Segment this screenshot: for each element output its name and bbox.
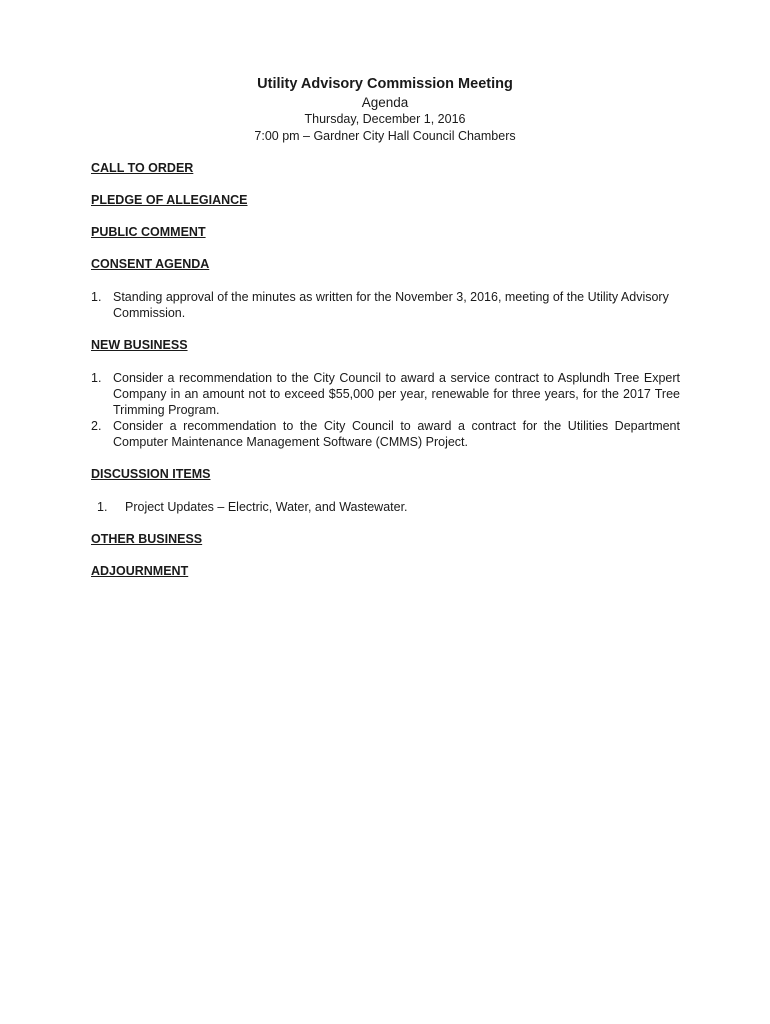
section-adjournment: ADJOURNMENT [91, 564, 189, 578]
consent-list [91, 289, 680, 321]
discussion-list [91, 499, 680, 515]
section-consent-agenda: CONSENT AGENDA [91, 257, 210, 271]
section-call-to-order: CALL TO ORDER [91, 161, 194, 175]
list-item [91, 418, 680, 450]
item-number: 1. [97, 500, 108, 514]
list-item [91, 370, 680, 418]
item-text: Project Updates – Electric, Water, and Wastewater. [125, 500, 408, 514]
item-text: Standing approval of the minutes as written for the November 3, 2016, meeting of the Utility Advisory Commission. [113, 290, 669, 320]
item-text: Consider a recommendation to the City Council to award a contract for the Utilities Department Computer Maintenance Management Software (CMMS) Project. [113, 419, 680, 449]
section-public-comment: PUBLIC COMMENT [91, 225, 206, 239]
agenda-subtitle: Agenda [361, 95, 409, 110]
item-number: 1. [91, 371, 102, 385]
item-text: Consider a recommendation to the City Council to award a service contract to Asplundh Tree Expert Company in an amount not to exceed $55,000 per year, renewable for three years, for the 2017 Tree Trimming Program. [113, 371, 680, 417]
list-item [91, 289, 680, 321]
section-discussion-items: DISCUSSION ITEMS [91, 467, 211, 481]
item-number: 2. [91, 419, 102, 433]
section-other-business: OTHER BUSINESS [91, 532, 203, 546]
new-business-list [91, 370, 680, 450]
list-item [91, 499, 680, 515]
meeting-location: 7:00 pm – Gardner City Hall Council Chambers [254, 129, 516, 143]
item-number: 1. [91, 290, 102, 304]
agenda-body [91, 160, 680, 580]
section-new-business: NEW BUSINESS [91, 338, 188, 352]
meeting-title: Utility Advisory Commission Meeting [257, 76, 513, 92]
section-pledge: PLEDGE OF ALLEGIANCE [91, 193, 248, 207]
agenda-header [0, 75, 770, 145]
meeting-date: Thursday, December 1, 2016 [304, 112, 466, 126]
